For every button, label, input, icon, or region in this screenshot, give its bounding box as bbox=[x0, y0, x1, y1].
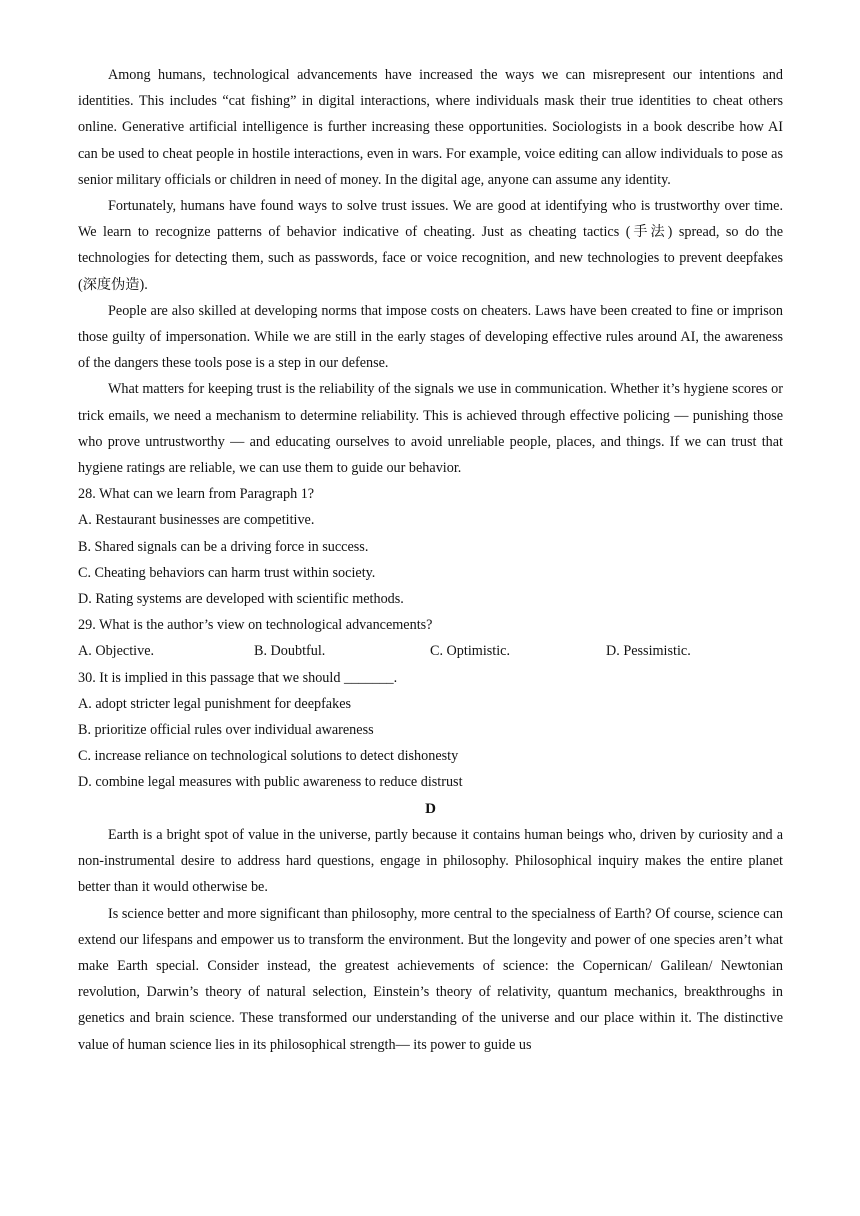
question-29-option-c: C. Optimistic. bbox=[430, 643, 511, 660]
question-28-option-b: B. Shared signals can be a driving force in success. bbox=[78, 538, 369, 555]
passage-c-paragraph-4: What matters for keeping trust is the reliability of the signals we use in communication. Whether it’s hygiene scores or trick emails, we need a mechanism to determine reliability. This is achieved through effective policing — punishing those who prove untrustworthy — and educating ourselves to avoid unreliable people, places, and things. If we can trust that hygiene ratings are reliable, we can use them to guide our behavior. bbox=[78, 381, 783, 477]
passage-d-paragraph-2: Is science better and more significant than philosophy, more central to the specialness of Earth? Of course, science can extend our lifespans and empower us to transform the environment. But the longevity and power of one species aren’t what make Earth special. Consider instead, the greatest achievements of science: the Copernican/ Galilean/ Newtonian revolution, Darwin’s theory of natural selection, Einstein’s theory of relativity, quantum mechanics, breakthroughs in genetics and brain science. These transformed our understanding of the universe and our place within it. The distinctive value of human science lies in its philosophical strength— its power to guide us bbox=[78, 905, 783, 1053]
passage-c-paragraph-1: Among humans, technological advancements have increased the ways we can misrepresent our intentions and identities. This includes “cat fishing” in digital interactions, where individuals mask their true identities to cheat others online. Generative artificial intelligence is further increasing these opportunities. Sociologists in a book describe how AI can be used to cheat people in hostile interactions, even in wars. For example, voice editing can allow individuals to pose as senior military officials or children in need of money. In the digital age, anyone can assume any identity. bbox=[78, 67, 783, 188]
passage-c-paragraph-2: Fortunately, humans have found ways to solve trust issues. We are good at identifying who is trustworthy over time. We learn to recognize patterns of behavior indicative of cheating. Just as cheating tactics (手法) spread, so do the technologies for detecting them, such as passwords, face or voice recognition, and new technologies to prevent deepfakes (深度伪造). bbox=[78, 198, 783, 293]
passage-c-paragraph-3: People are also skilled at developing norms that impose costs on cheaters. Laws have been created to fine or imprison those guilty of impersonation. While we are still in the early stages of developing effective rules around AI, the awareness of the dangers these tools pose is a step in our defense. bbox=[78, 302, 783, 372]
question-29-stem: 29. What is the author’s view on technological advancements? bbox=[78, 617, 433, 634]
question-30-option-d: D. combine legal measures with public awareness to reduce distrust bbox=[78, 774, 463, 791]
question-30 bbox=[78, 665, 783, 796]
question-30-option-b: B. prioritize official rules over individual awareness bbox=[78, 722, 374, 739]
question-28-option-d: D. Rating systems are developed with scientific methods. bbox=[78, 591, 404, 608]
question-28-option-c: C. Cheating behaviors can harm trust within society. bbox=[78, 564, 376, 581]
passage-d-title: D bbox=[425, 800, 436, 817]
question-28-option-a: A. Restaurant businesses are competitive. bbox=[78, 512, 315, 529]
passage-d-paragraph-1: Earth is a bright spot of value in the universe, partly because it contains human beings who, driven by curiosity and a non-instrumental desire to address hard questions, engage in philosophy. Philosophical inquiry makes the entire planet better than it would otherwise be. bbox=[78, 826, 783, 896]
question-30-stem: 30. It is implied in this passage that we should _______. bbox=[78, 669, 398, 686]
question-29-option-a: A. Objective. bbox=[78, 643, 155, 660]
question-30-option-c: C. increase reliance on technological solutions to detect dishonesty bbox=[78, 748, 459, 765]
question-28 bbox=[78, 481, 783, 612]
question-29-option-d: D. Pessimistic. bbox=[606, 643, 691, 660]
exam-page bbox=[78, 62, 783, 1058]
question-30-option-a: A. adopt stricter legal punishment for deepfakes bbox=[78, 695, 352, 712]
question-28-stem: 28. What can we learn from Paragraph 1? bbox=[78, 486, 315, 503]
question-29-options bbox=[78, 638, 783, 664]
question-29 bbox=[78, 612, 783, 664]
question-29-option-b: B. Doubtful. bbox=[254, 643, 326, 660]
